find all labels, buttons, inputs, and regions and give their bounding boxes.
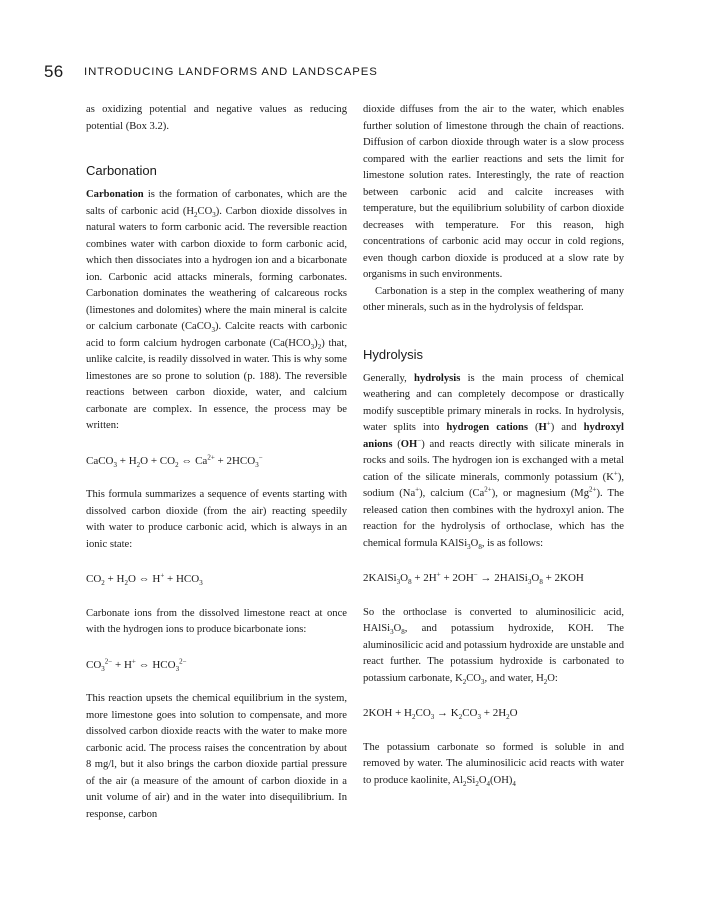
equation-carbonation-1: CaCO$_3$ + $H_2O + CO_2$ ⇔ $Ca^{2+} + 2HCO_3^-$	[86, 452, 263, 469]
carbonation-paragraph-4: This reaction upsets the chemical equilibrium in the system, more limestone goes into solution to compensate, and more dissolved carbon dioxide reacts with the water to make more carbonic acid. The process raises the concentration by about 8 mg/l, but it also brings the carbon dioxide partial pressure of the air (a measure of the amount of carbon dioxide in a unit volume of air) and in the water into disequilibrium. In response, carbon	[86, 693, 347, 820]
hydrolysis-paragraph-2: So the orthoclase is converted to aluminosilicic acid, $HAlSi_3O_8$, and potassium hydroxide, KOH. The aluminosilicic acid and potassium hydroxide are unstable and react further. The potassium hydroxide is carbonated to potassium carbonate, $K_2CO_3$, and water, $H_2O$:	[363, 606, 624, 686]
equation-carbonation-2: $CO_2 + H_2O$ ⇔ $H^+ + HCO_3$	[86, 571, 203, 588]
carbonation-step-paragraph: Carbonation is a step in the complex weathering of many other minerals, such as in the hydrolysis of feldspar.	[363, 285, 624, 313]
left-column	[86, 102, 347, 823]
carbonation-paragraph-3: Carbonate ions from the dissolved limestone react at once with the hydrogen ions to produce bicarbonate ions:	[86, 607, 347, 635]
carbonation-paragraph-2: This formula summarizes a sequence of events starting with dissolved carbon dioxide (from the air) reacting speedily with water to produce carbonic acid, which is always in an ionic state:	[86, 489, 347, 550]
intro-paragraph: as oxidizing potential and negative values as reducing potential (Box 3.2).	[86, 104, 347, 132]
hydrolysis-paragraph-3: The potassium carbonate so formed is soluble in and removed by water. The aluminosilicic acid reacts with water to produce kaolinite, $Al_2Si_2O_4(OH)_4$	[363, 741, 624, 788]
equation-carbonation-3: $CO_3^{2-} + H^+$ ⇔ $HCO_3^{2-}$	[86, 656, 187, 673]
equation-hydrolysis-2: $2KOH + H_2CO_3 \to K_2CO_3 + 2H_2O$	[363, 707, 518, 722]
carbonation-paragraph-1: Carbonation is the formation of carbonates, which are the salts of carbonic acid $(H_2CO_3)$. Carbon dioxide dissolves in natural waters to form carbonic acid. The reversible reaction combines water with carbon dioxide to form carbonic acid, which then dissociates into a hydrogen ion and a bicarbonate ion. Carbonic acid attacks minerals, forming carbonates. Carbonation dominates the weathering of calcareous rocks (limestones and dolomites) where the main mineral is calcite or calcium carbonate (CaCO$_3$). Calcite reacts with carbonic acid to form calcium hydrogen carbonate $(Ca(HCO_3)_2)$ that, unlike calcite, is readily dissolved in water. This is why some limestones are so prone to solution (p. 188). The reversible reactions between carbon dioxide, water, and calcium carbonate are complex. In essence, the process may be written:	[86, 189, 348, 431]
running-head: INTRODUCING LANDFORMS AND LANDSCAPES	[84, 66, 378, 78]
carbonation-heading: Carbonation	[86, 163, 157, 178]
hydrolysis-heading: Hydrolysis	[363, 346, 423, 362]
page-header	[44, 62, 670, 84]
equation-hydrolysis-1: $2KAlSi_3O_8 + 2H^+ + 2OH^-$ → $2HAlSi_3O_8 + 2KOH$	[363, 570, 584, 587]
diffusion-paragraph: dioxide diffuses from the air to the water, which enables further solution of limestone through the chain of reactions. Diffusion of carbon dioxide through water is a slow process compared with the earlier reactions and sets the limit for limestone solution rates. Interestingly, the rate of reaction between carbonic acid and calcite increases with temperature, but the equilibrium solubility of carbon dioxide decreases with temperature. For this reason, high concentrations of carbonic acid may occur in cold regions, even though carbon dioxide is produced at a slow rate by organisms in such environments.	[363, 104, 624, 280]
page-number: 56	[44, 62, 64, 81]
hydrolysis-paragraph-1: Generally, hydrolysis is the main process of chemical weathering and can completely decompose or drastically modify susceptible primary minerals in rocks. In hydrolysis, water splits into hydrogen cations (H+) and hydroxyl anions (OH−) and reacts directly with silicate minerals in rocks and soils. The hydrogen ion is exchanged with a metal cation of the silicate minerals, commonly potassium (K+), sodium (Na+), calcium $(Ca^{2+})$, or magnesium $(Mg^{2+})$. The released cation then combines with the hydroxyl anion. The reaction for the hydrolysis of orthoclase, which has the chemical formula $KAlSi_3O_8$, is as follows:	[363, 372, 625, 551]
right-column	[363, 102, 624, 789]
